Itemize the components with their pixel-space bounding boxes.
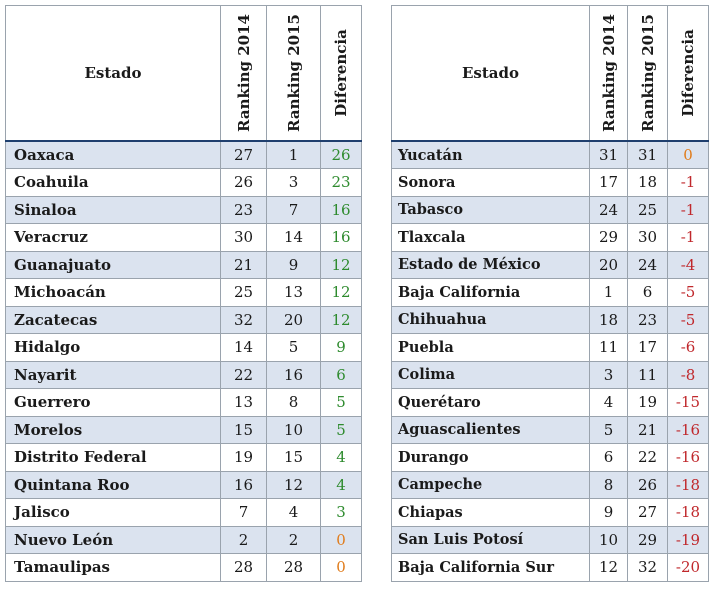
header-ranking-2014: Ranking 2014 [221,6,267,142]
diferencia-cell: 0 [668,141,709,169]
diferencia-cell: -16 [668,416,709,444]
state-cell: Guerrero [6,389,221,417]
ranking-2015-cell: 7 [267,196,321,224]
ranking-2015-cell: 19 [628,389,668,417]
diferencia-cell: -18 [668,499,709,527]
header-estado: Estado [392,6,590,142]
header-estado: Estado [6,6,221,142]
ranking-2015-cell: 24 [628,251,668,279]
ranking-2015-cell: 8 [267,389,321,417]
diferencia-cell: -5 [668,306,709,334]
table-row [392,306,709,334]
state-cell: Chihuahua [392,306,590,334]
ranking-2014-cell: 32 [221,306,267,334]
ranking-2015-cell: 18 [628,169,668,197]
ranking-2014-cell: 24 [590,196,628,224]
ranking-2015-cell: 25 [628,196,668,224]
state-cell: Veracruz [6,224,221,252]
diferencia-cell: -5 [668,279,709,307]
table-row [392,499,709,527]
header-diferencia: Diferencia [668,6,709,142]
table-row [6,251,362,279]
state-cell: Nayarit [6,361,221,389]
ranking-2015-cell: 11 [628,361,668,389]
state-cell: Tabasco [392,196,590,224]
ranking-2014-cell: 2 [221,526,267,554]
ranking-2014-cell: 6 [590,444,628,472]
table-row [392,526,709,554]
ranking-2014-cell: 12 [590,554,628,582]
table-row [6,169,362,197]
table-row [392,444,709,472]
diferencia-cell: -18 [668,471,709,499]
diferencia-cell: 0 [321,526,362,554]
header-row [6,6,362,142]
diferencia-cell: 5 [321,416,362,444]
ranking-2015-cell: 30 [628,224,668,252]
state-cell: Zacatecas [6,306,221,334]
table-row [392,361,709,389]
ranking-2015-cell: 13 [267,279,321,307]
ranking-2014-cell: 22 [221,361,267,389]
diferencia-cell: -19 [668,526,709,554]
ranking-2015-cell: 5 [267,334,321,362]
ranking-2015-cell: 28 [267,554,321,582]
table-row [392,224,709,252]
table-row [392,169,709,197]
ranking-2015-cell: 32 [628,554,668,582]
ranking-2015-cell: 6 [628,279,668,307]
state-cell: Aguascalientes [392,416,590,444]
state-cell: Guanajuato [6,251,221,279]
state-cell: Estado de México [392,251,590,279]
ranking-2014-cell: 5 [590,416,628,444]
ranking-2014-cell: 31 [590,141,628,169]
ranking-2015-cell: 14 [267,224,321,252]
ranking-2014-cell: 23 [221,196,267,224]
table-row [6,141,362,169]
ranking-2015-cell: 16 [267,361,321,389]
ranking-2015-cell: 23 [628,306,668,334]
state-cell: Durango [392,444,590,472]
ranking-2014-cell: 9 [590,499,628,527]
table-row [392,471,709,499]
state-cell: Oaxaca [6,141,221,169]
header-ranking-2014: Ranking 2014 [590,6,628,142]
ranking-2014-cell: 3 [590,361,628,389]
table-row [6,416,362,444]
table-row [6,361,362,389]
ranking-2014-cell: 27 [221,141,267,169]
header-ranking-2015: Ranking 2015 [628,6,668,142]
ranking-2014-cell: 4 [590,389,628,417]
ranking-2015-cell: 2 [267,526,321,554]
ranking-2014-cell: 28 [221,554,267,582]
ranking-2015-cell: 26 [628,471,668,499]
diferencia-cell: -4 [668,251,709,279]
diferencia-cell: -6 [668,334,709,362]
ranking-2014-cell: 13 [221,389,267,417]
ranking-2015-cell: 21 [628,416,668,444]
ranking-2015-cell: 27 [628,499,668,527]
ranking-2015-cell: 17 [628,334,668,362]
ranking-2014-cell: 7 [221,499,267,527]
state-cell: Tlaxcala [392,224,590,252]
state-cell: Colima [392,361,590,389]
table-row [6,334,362,362]
state-cell: Morelos [6,416,221,444]
ranking-2015-cell: 31 [628,141,668,169]
diferencia-cell: -16 [668,444,709,472]
table-row [6,224,362,252]
state-cell: Querétaro [392,389,590,417]
diferencia-cell: 23 [321,169,362,197]
diferencia-cell: 12 [321,251,362,279]
table-row [6,471,362,499]
diferencia-cell: 9 [321,334,362,362]
state-cell: Hidalgo [6,334,221,362]
table-row [392,416,709,444]
ranking-2014-cell: 1 [590,279,628,307]
ranking-2014-cell: 10 [590,526,628,554]
table-row [392,279,709,307]
diferencia-cell: 3 [321,499,362,527]
state-cell: Sonora [392,169,590,197]
state-cell: Baja California [392,279,590,307]
ranking-2014-cell: 21 [221,251,267,279]
ranking-2014-cell: 30 [221,224,267,252]
diferencia-cell: 26 [321,141,362,169]
ranking-2014-cell: 20 [590,251,628,279]
ranking-2014-cell: 14 [221,334,267,362]
diferencia-cell: 12 [321,279,362,307]
table-row [6,554,362,582]
state-cell: Baja California Sur [392,554,590,582]
table-row [6,499,362,527]
state-cell: Nuevo León [6,526,221,554]
ranking-table-right [391,5,709,582]
table-row [6,526,362,554]
header-diferencia: Diferencia [321,6,362,142]
table-row [392,389,709,417]
ranking-2014-cell: 26 [221,169,267,197]
ranking-2015-cell: 29 [628,526,668,554]
diferencia-cell: 4 [321,444,362,472]
table-row [6,444,362,472]
ranking-2014-cell: 25 [221,279,267,307]
diferencia-cell: -1 [668,169,709,197]
ranking-2014-cell: 18 [590,306,628,334]
state-cell: San Luis Potosí [392,526,590,554]
ranking-2014-cell: 11 [590,334,628,362]
ranking-2014-cell: 8 [590,471,628,499]
table-row [392,554,709,582]
ranking-2015-cell: 22 [628,444,668,472]
state-cell: Campeche [392,471,590,499]
diferencia-cell: 16 [321,224,362,252]
diferencia-cell: -1 [668,196,709,224]
diferencia-cell: 12 [321,306,362,334]
diferencia-cell: 6 [321,361,362,389]
ranking-2015-cell: 15 [267,444,321,472]
ranking-2014-cell: 15 [221,416,267,444]
state-cell: Tamaulipas [6,554,221,582]
ranking-2015-cell: 4 [267,499,321,527]
diferencia-cell: 0 [321,554,362,582]
table-row [6,389,362,417]
ranking-2014-cell: 19 [221,444,267,472]
ranking-table-left [5,5,362,582]
ranking-2015-cell: 12 [267,471,321,499]
table-body-right [392,141,709,581]
diferencia-cell: 16 [321,196,362,224]
diferencia-cell: -15 [668,389,709,417]
state-cell: Michoacán [6,279,221,307]
diferencia-cell: -8 [668,361,709,389]
table-row [392,334,709,362]
table-row [392,251,709,279]
diferencia-cell: 4 [321,471,362,499]
state-cell: Yucatán [392,141,590,169]
diferencia-cell: 5 [321,389,362,417]
table-row [392,141,709,169]
state-cell: Chiapas [392,499,590,527]
ranking-2015-cell: 10 [267,416,321,444]
state-cell: Distrito Federal [6,444,221,472]
header-ranking-2015: Ranking 2015 [267,6,321,142]
table-body-left [6,141,362,581]
header-row [392,6,709,142]
ranking-2014-cell: 17 [590,169,628,197]
ranking-2014-cell: 29 [590,224,628,252]
state-cell: Jalisco [6,499,221,527]
table-row [392,196,709,224]
ranking-2015-cell: 20 [267,306,321,334]
state-cell: Puebla [392,334,590,362]
diferencia-cell: -20 [668,554,709,582]
table-row [6,196,362,224]
ranking-2015-cell: 3 [267,169,321,197]
ranking-2014-cell: 16 [221,471,267,499]
state-cell: Quintana Roo [6,471,221,499]
table-row [6,306,362,334]
ranking-2015-cell: 1 [267,141,321,169]
state-cell: Coahuila [6,169,221,197]
ranking-2015-cell: 9 [267,251,321,279]
table-row [6,279,362,307]
state-cell: Sinaloa [6,196,221,224]
diferencia-cell: -1 [668,224,709,252]
